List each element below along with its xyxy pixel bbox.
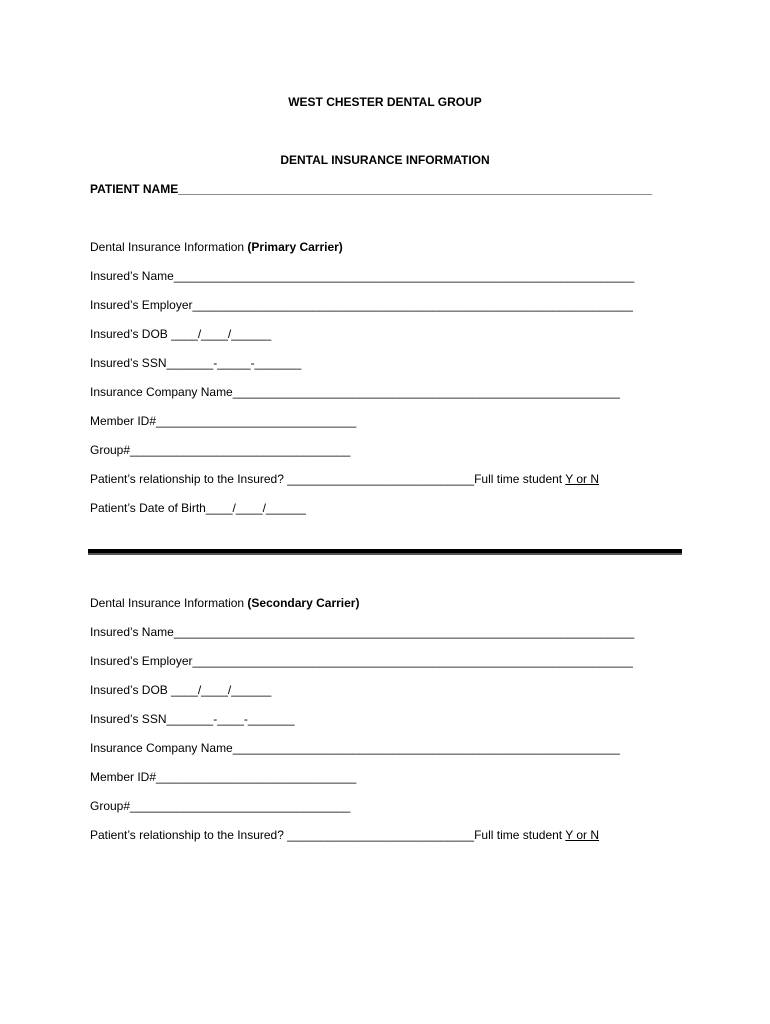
section-divider [88,549,682,555]
primary-member-id-field[interactable]: Member ID#______________________________ [90,414,357,428]
form-title: DENTAL INSURANCE INFORMATION [280,153,490,167]
secondary-heading-carrier: (Secondary Carrier) [247,596,360,610]
secondary-student-yn[interactable]: Y or N [565,828,600,842]
primary-patient-dob-field[interactable]: Patient’s Date of Birth____/____/______ [90,501,306,515]
secondary-insurance-company-field[interactable]: Insurance Company Name__________________________________________________________ [90,741,620,755]
primary-group-field[interactable]: Group#_________________________________ [90,443,351,457]
secondary-insured-ssn-field[interactable]: Insured’s SSN_______-____-_______ [90,712,295,726]
primary-heading-carrier: (Primary Carrier) [247,240,343,254]
primary-relationship-label: Patient’s relationship to the Insured? ____________________________Full time student [90,472,566,486]
secondary-insured-dob-field[interactable]: Insured’s DOB ____/____/______ [90,683,272,697]
secondary-relationship-label: Patient’s relationship to the Insured? ____________________________Full time student [90,828,566,842]
secondary-insured-name-field[interactable]: Insured’s Name_____________________________________________________________________ [90,625,635,639]
primary-insured-ssn-field[interactable]: Insured’s SSN_______-_____-_______ [90,356,302,370]
primary-heading [90,240,343,254]
primary-heading-prefix: Dental Insurance Information [90,240,248,254]
primary-student-yn[interactable]: Y or N [565,472,600,486]
primary-insured-employer-field[interactable]: Insured’s Employer__________________________________________________________________ [90,298,633,312]
primary-insured-name-field[interactable]: Insured’s Name_____________________________________________________________________ [90,269,635,283]
secondary-relationship-field[interactable] [90,828,599,842]
secondary-member-id-field[interactable]: Member ID#______________________________ [90,770,357,784]
secondary-heading [90,596,359,610]
patient-name-field[interactable]: PATIENT NAME_______________________________________________________________________ [90,182,653,196]
secondary-insured-employer-field[interactable]: Insured’s Employer__________________________________________________________________ [90,654,633,668]
primary-insured-dob-field[interactable]: Insured’s DOB ____/____/______ [90,327,272,341]
primary-relationship-field[interactable] [90,472,599,486]
secondary-group-field[interactable]: Group#_________________________________ [90,799,351,813]
practice-name: WEST CHESTER DENTAL GROUP [288,95,482,109]
primary-insurance-company-field[interactable]: Insurance Company Name__________________________________________________________ [90,385,620,399]
secondary-heading-prefix: Dental Insurance Information [90,596,248,610]
